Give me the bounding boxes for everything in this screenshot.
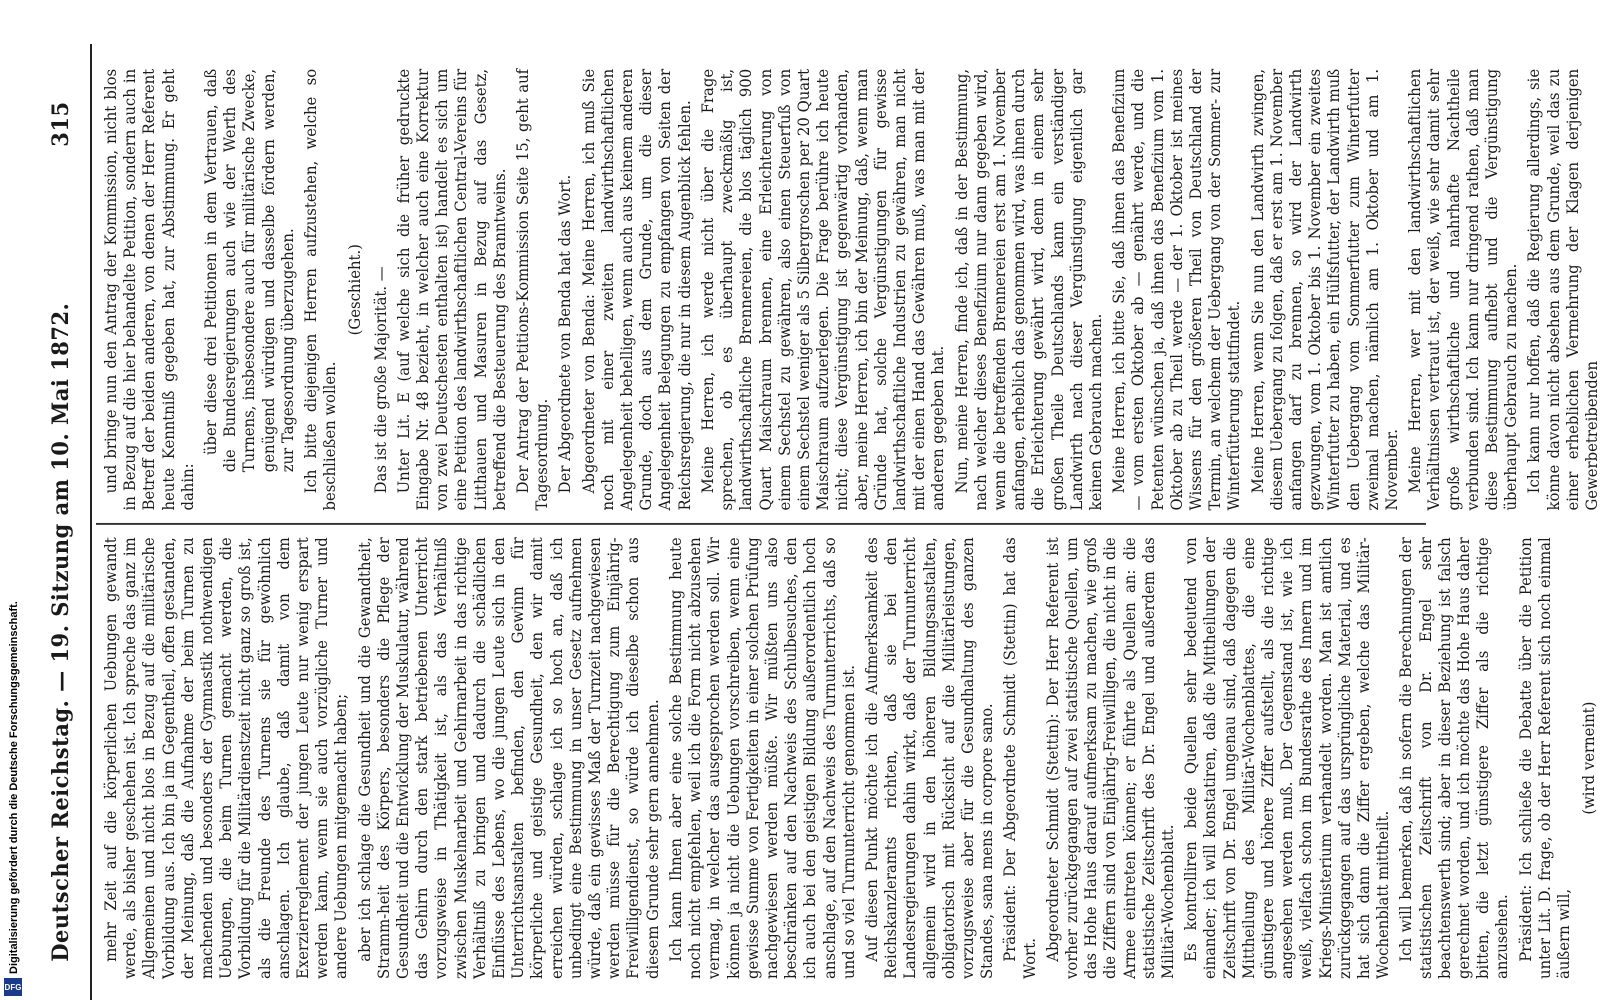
running-header bbox=[48, 101, 88, 961]
speech-paragraph: Ich kann nur hoffen, daß die Regierung allerdings, sie könne davon nicht absehen aus dem Grunde, weil das zu einer erheblichen Vermehrung der Klagen derjenigen Gewerbetreibenden bbox=[1525, 68, 1602, 511]
speech-paragraph: Abgeordneter von Benda: Meine Herren, ich muß Sie noch mit einer zweiten landwirthschaftlichen Angelegenheit behelligen, wenn auch aus keinem anderen Grunde, doch aus dem Grunde, um die dieser Angelegenheit Belegungen zu empfangen von Seiten der Reichsregierung, die nur in diesem Augenblick fehlen. bbox=[579, 68, 694, 511]
column-divider bbox=[96, 523, 1426, 525]
speech-paragraph: Nun, meine Herren, finde ich, daß in der Bestimmung, nach welcher dieses Benefizium nur dann gegeben wird, wenn die betreffenden Brennereien erst am 1. November anfangen, erheblich das genommen wird, was ihnen durch die Erleichterung gewährt wird, denn in einem sehr großen Theile Deutschlands kann ein verständiger Landwirth nach dieser Vergünstigung eigentlich gar keinen Gebrauch machen. bbox=[952, 68, 1105, 511]
speech-paragraph: Es kontrolliren beide Quellen sehr bedeutend von einander; ich will konstatiren, daß die Mittheilungen der Zeitschrift von Dr. Engel ungenau sind, daß dagegen die Mittheilung des Militär-Wochenblattes, die eine günstigere und höhere Ziffer aufstellt, als die richtige angesehen werden muß. Der Gegenstand ist, wie ich weiß, vielfach schon im Bundesrathe des Innern und im Kriegs-Ministerium verhandelt worden. Man ist amtlich zurückgegangen auf das ursprüngliche Material, und es hat sich dann die Ziffer ergeben, welche das Militär-Wochenblatt mittheilt. bbox=[1182, 537, 1393, 979]
paragraph: Auf diesen Punkt möchte ich die Aufmerksamkeit des Reichskanzleramts richten, daß sie bei den Landesregierungen dahin wirkt, daß der Turnunterricht allgemein wird in den höheren Bildungsanstalten, obligatorisch mit Rücksicht auf die Militärleistungen, vorzugsweise aber für die Gesundhaltung des ganzen Standes, sana mens in corpore sano. bbox=[862, 537, 997, 979]
page-number: 315 bbox=[48, 101, 74, 147]
speech-paragraph: Ich will bemerken, daß in sofern die Berechnungen der statistischen Zeitschrift von Dr. Engel sehr beachtenswerth sind; aber in dieser Beziehung ist falsch gerechnet worden, und ich möchte das Hohe Haus daher bitten, die letzt günstigere Ziffer als die richtige anzusehen. bbox=[1397, 537, 1512, 979]
paragraph: Ich kann Ihnen aber eine solche Bestimmung heute noch nicht empfehlen, weil ich die Form nicht abzusehen vermag, in welcher das ausgesprochen werden soll. Wir können ja nicht die Uebungen vorschreiben, wenn eine gewisse Summe von Fertigkeiten in einer solchen Prüfung nachgewiesen werden müßte. Wir müßten uns also beschränken auf den Nachweis des Schulbesuches, den ich auch bei den geistigen Bildung außerordentlich hoch anschlage, auf den Nachweis des Turnunterrichts, daß so und so viel Turnunterricht genommen ist. bbox=[666, 537, 858, 979]
dfg-logo: DFG bbox=[4, 978, 22, 996]
paragraph: Der Antrag der Petitions-Kommission Seite 15, geht auf Tagesordnung. bbox=[514, 68, 552, 511]
president-statement: Präsident: Ich schließe die Debatte über die Petition unter Lit. D. frage, ob der Herr Referent sich noch einmal äußern will, bbox=[1516, 537, 1574, 979]
stage-direction: (wird verneint) bbox=[1580, 701, 1599, 815]
rotated-page bbox=[30, 44, 1602, 1000]
president-statement: Der Abgeordnete von Benda hat das Wort. bbox=[556, 174, 575, 494]
paragraph: und bringe nun den Antrag der Kommission, nicht blos in Bezug auf die hier behandelte Petition, sondern auch in Betreff der beiden anderen, von denen der Herr Referent heute Kenntniß gegeben hat, zur Abstimmung. Er geht dahin: bbox=[102, 68, 197, 511]
paragraph: mehr Zeit auf die körperlichen Uebungen gewandt werde, als bisher geschehen ist. Ich spreche das ganz im Allgemeinen und nicht blos in Bezug auf die militärische Vorbildung aus. Ich bin ja im Gegentheil, offen gestanden, der Meinung, daß die Aufnahme der beim Turnen zu machenden und besonders der Gymnastik nothwendigen Uebungen, die beim Turnen gemacht werden, die Vorbildung für die Militärdienstzeit nicht ganz so groß ist, als die Freunde des Turnens sie für gewöhnlich anschlagen. Ich glaube, daß damit von dem Exerzierreglement der jungen Leute nur wenig erspart werden kann, wenn sie auch vorzügliche Turner und andere Uebungen mitgemacht haben; bbox=[102, 537, 351, 979]
speech-paragraph: Meine Herren, ich bitte Sie, daß ihnen das Benefizium — vom ersten Oktober ab — genährt werde, und die Petenten wünschen ja, daß ihnen das Benefizium vom 1. Oktober ab zu Theil werde — der 1. Oktober ist meines Wissens für den größeren Theil von Deutschland der Termin, an welchem der Uebergang von der Sommer- zur Winterfütterung stattfindet. bbox=[1110, 68, 1244, 511]
paragraph: Ich bitte diejenigen Herren aufzustehen, welche so beschließen wollen. bbox=[302, 68, 340, 511]
speech-paragraph: Abgeordneter Schmidt (Stettin): Der Herr Referent ist vorher zurückgegangen auf zwei statistische Quellen, um das Hohe Haus darauf aufmerksam zu machen, wie groß die Ziffern sind von Einjährig-Freiwilligen, die nicht in die Armee eintreten können; er führte als Quellen an: die statistische Zeitschrift des Dr. Engel und außerdem das Militär-Wochenblatt. bbox=[1043, 537, 1177, 979]
paragraph: über diese drei Petitionen in dem Vertrauen, daß die Bundesregierungen auch wie der Werth des Turnens, insbesondere auch für militärische Zwecke, genügend würdigen und dasselbe fördern werden, zur Tagesordnung überzugehen. bbox=[202, 68, 297, 473]
paragraph: aber ich schlage die Gesundheit und die Gewandtheit, Stramm-heit des Körpers, besonders die Pflege der Gesundheit und die Entwicklung der Muskulatur, während das Gehirn durch den stark betriebenen Unterricht vorzugsweise in Thätigkeit ist, als das Verhältniß zwischen Muskelnarbeit und Gehirnarbeit in das richtige Verhältniß zu bringen und dadurch die schädlichen Einflüsse des Lebens, wo die jungen Leute sich in den Unterrichtsanstalten befinden, den Gewinn für körperliche und geistige Gesundheit, den wir damit erreichen würden, schlage ich so hoch an, daß ich unbedingt eine Bestimmung in unser Gesetz aufnehmen würde, daß ein gewisses Maß der Turnzeit nachgewiesen werden müsse für die Berechtigung zum Einjährig-Freiwilligendienst, so würde ich dieselbe schon aus diesem Grunde sehr gern annehmen. bbox=[355, 537, 662, 979]
header-rule bbox=[90, 44, 92, 1000]
speech-paragraph: Meine Herren, ich werde nicht über die Frage sprechen, ob es überhaupt zweckmäßig ist, landwirthschaftliche Brennereien, die blos täglich 900 Quart Maischraum brennen, eine Erleichterung von einem Sechstel zu gewähren, also einen Steuerfuß von einem Sechstel weniger als 5 Silbergroschen per 20 Quart Maischraum aufzuerlegen. Die Frage berühre ich heute nicht; diese Vergünstigung ist gegenwärtig vorhanden, aber, meine Herren, ich bin der Meinung, daß, wenn man Gründe hat, solche Vergünstigungen für gewisse landwirthschaftliche Industrien zu gewähren, man nicht mit der einen Hand das Gewähren muß, was man mit der anderen gegeben hat. bbox=[698, 68, 948, 511]
digitization-note bbox=[2, 4, 26, 994]
left-column bbox=[102, 537, 1599, 979]
president-statement: Präsident: Der Abgeordnete Schmidt (Stettin) hat das Wort. bbox=[1001, 537, 1039, 979]
paragraph: Das ist die große Majorität. — bbox=[371, 266, 390, 494]
header-title: Deutscher Reichstag. — 19. Sitzung am 10. Mai 1872. bbox=[48, 302, 74, 962]
stage-direction: (Geschieht.) bbox=[346, 244, 365, 336]
speech-paragraph: Meine Herren, wer mit den landwirthschaftlichen Verhältnissen vertraut ist, der weiß, wie sehr damit sehr große wirthschaftliche und nahrhafte Nachtheile verbunden sind. Ich kann nur dringend rathen, daß man diese Bestimmung aufhebt und die Vergünstigung überhaupt Gebrauch zu machen. bbox=[1406, 68, 1521, 511]
digitization-text: Digitalisierung gefördert durch die Deutsche Forschungsgemeinschaft. bbox=[8, 601, 20, 974]
speech-paragraph: Meine Herren, wenn Sie nun den Landwirth zwingen, diesem Uebergang zu folgen, daß er erst am 1. November anfangen darf zu brennen, so wird der Landwirth gezwungen, vom 1. Oktober bis 1. November ein zweites Winterfutter zu haben, ein Hülfsfutter, der Landwirth muß den Uebergang vom Sommerfutter zum Winterfutter zweimal machen, nämlich am 1. Oktober und am 1. November. bbox=[1248, 68, 1401, 511]
paragraph: Unter Lit. E (auf welche sich die früher gedruckte Eingabe Nr. 48 bezieht, in welcher auch eine Korrektur von zwei Deutschesten enthalten ist) handelt es sich um eine Petition des landwirthschaftlichen Central-Vereins für Litthauen und Masuren in Bezug auf das Gesetz, betreffend die Besteuerung des Branntweins. bbox=[394, 68, 509, 511]
right-column bbox=[102, 68, 1602, 511]
